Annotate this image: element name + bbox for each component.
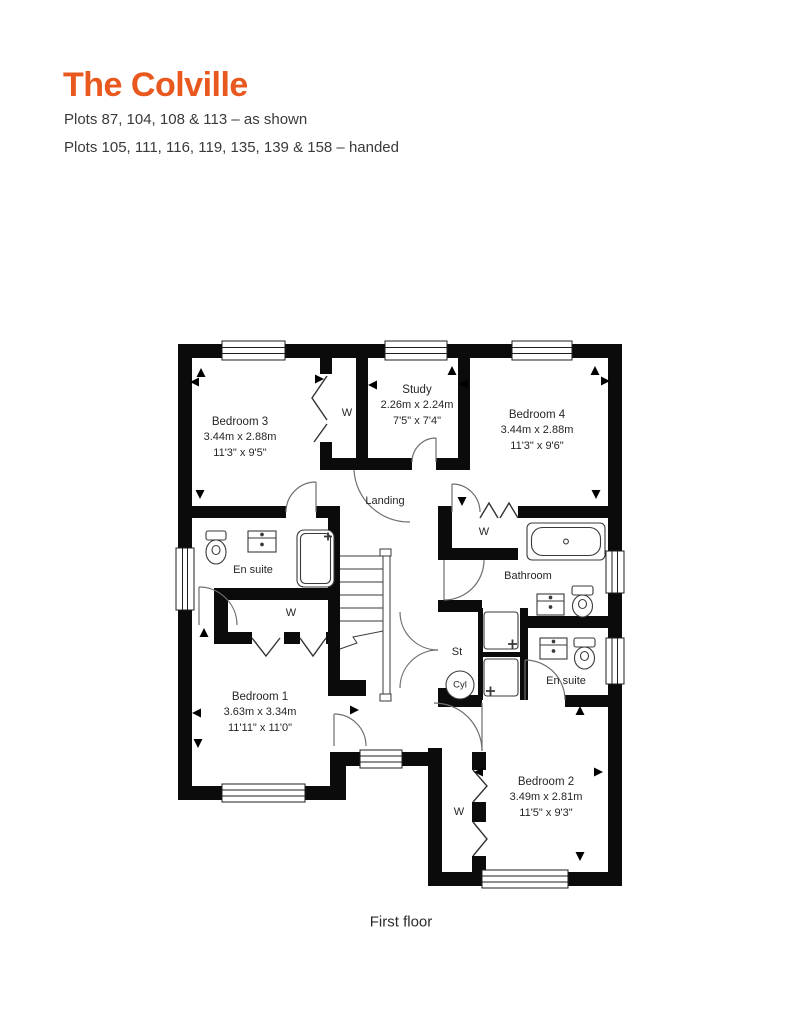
room-label-bedroom-3 xyxy=(204,414,277,462)
room-name: Bedroom 2 xyxy=(517,776,575,789)
room-size-metric: 3.63m x 3.34m xyxy=(223,706,297,719)
wardrobe-label: W xyxy=(285,607,297,620)
room-size-metric: 3.44m x 2.88m xyxy=(203,431,277,444)
room-size-metric: 3.44m x 2.88m xyxy=(500,424,574,437)
plots-as-shown: Plots 87, 104, 108 & 113 – as shown xyxy=(64,111,308,128)
room-size-imperial: 7'5" x 7'4" xyxy=(392,415,442,428)
room-label-bedroom-1 xyxy=(224,689,297,737)
room-size-imperial: 11'5" x 9'3" xyxy=(519,807,573,820)
room-label-bedroom-4 xyxy=(501,407,574,455)
room-name: Bedroom 3 xyxy=(211,416,269,429)
shower-icon xyxy=(484,659,518,696)
room-size-metric: 3.49m x 2.81m xyxy=(509,791,583,804)
wardrobe-label: W xyxy=(453,806,465,819)
shower-icon xyxy=(297,530,334,587)
bathtub-icon xyxy=(527,523,605,560)
room-name: Bedroom 4 xyxy=(508,409,566,422)
sink-icon xyxy=(537,594,564,615)
room-size-metric: 2.26m x 2.24m xyxy=(380,399,454,412)
page-title: The Colville xyxy=(63,66,248,104)
room-label-ensuite-1: En suite xyxy=(233,564,273,577)
room-label-bedroom-2 xyxy=(510,774,583,822)
room-label-bathroom: Bathroom xyxy=(504,570,552,583)
room-size-imperial: 11'11" x 11'0" xyxy=(227,722,292,735)
room-size-imperial: 11'3" x 9'6" xyxy=(510,440,564,453)
shower-icon xyxy=(484,612,518,649)
room-name: Study xyxy=(402,384,432,397)
toilet-icon xyxy=(206,531,226,564)
plots-handed: Plots 105, 111, 116, 119, 135, 139 & 158 – handed xyxy=(64,139,399,156)
sink-icon xyxy=(248,531,276,552)
toilet-icon xyxy=(574,638,595,669)
room-label-study xyxy=(381,382,454,430)
room-size-imperial: 11'3" x 9'5" xyxy=(213,447,267,460)
floor-caption: First floor xyxy=(369,913,433,931)
fixtures-layer xyxy=(206,523,605,699)
wardrobe-label: W xyxy=(341,407,353,420)
stairs-icon xyxy=(340,549,391,701)
cylinder-label: Cyl xyxy=(453,679,467,691)
sink-icon xyxy=(540,638,567,659)
room-label-ensuite-2: En suite xyxy=(546,675,586,688)
wardrobe-label: W xyxy=(478,526,490,539)
room-label-store: St xyxy=(451,646,463,659)
room-label-landing: Landing xyxy=(365,495,405,508)
room-name: Bedroom 1 xyxy=(231,691,289,704)
toilet-icon xyxy=(572,586,593,617)
